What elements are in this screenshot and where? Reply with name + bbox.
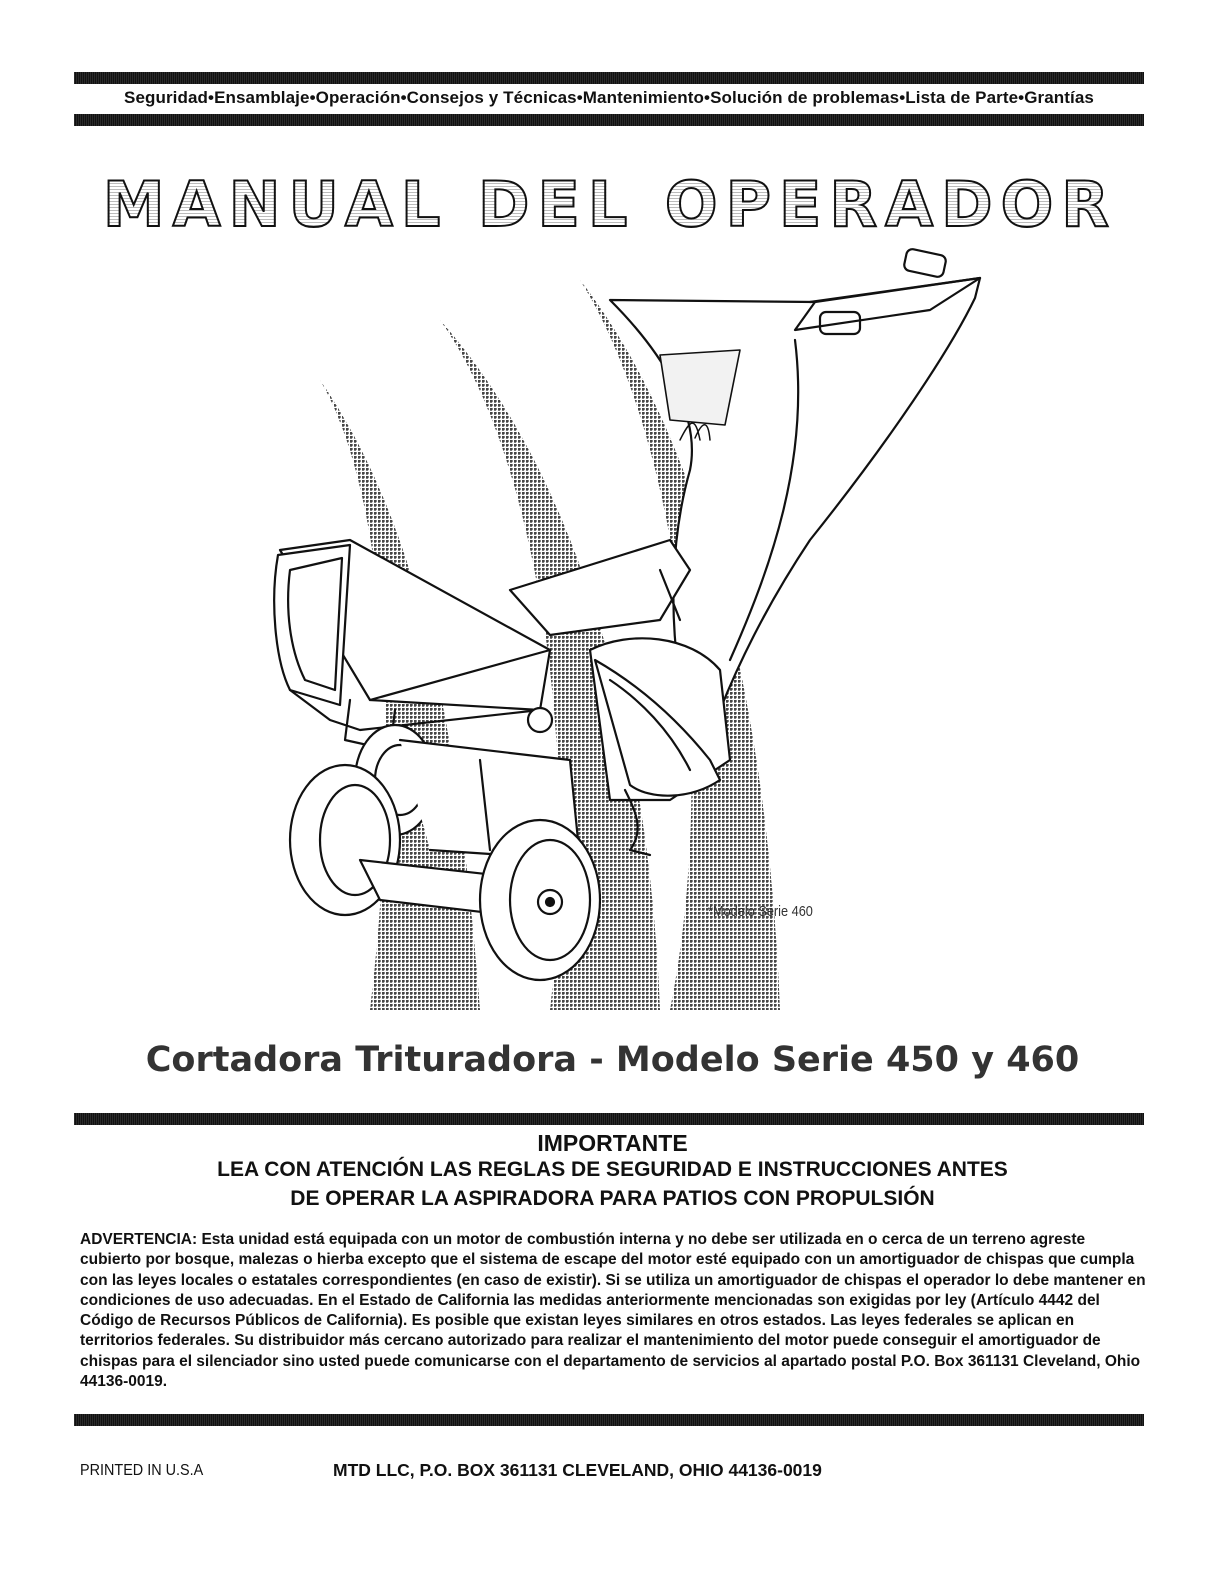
printed-in-label: PRINTED IN U.S.A <box>80 1462 204 1479</box>
important-line-2: DE OPERAR LA ASPIRADORA PARA PATIOS CON PROPULSIÓN <box>290 1187 935 1210</box>
section-nav-text: Seguridad•Ensamblaje•Operación•Consejos y Técnicas•Mantenimiento•Solución de problemas•Lista de Parte•Grantías <box>124 88 1094 107</box>
page-title: MANUAL DEL OPERADOR <box>60 168 1160 241</box>
warning-paragraph <box>80 1230 1150 1392</box>
warning-text: Esta unidad está equipada con un motor de combustión interna y no debe ser utilizada en o cerca de un terreno agreste cubierto por bosque, malezas o hierba excepto que el sistema de escape del motor esté equipado con un amortiguador de chispas que cumpla con las leyes locales o estatales correspondientes (en caso de existir). Si se utiliza un amortiguador de chispas el operador lo debe mantener en condiciones de uso adecuadas. En el Estado de California las medidas anteriormente mencionadas son exigidas por ley (Artículo 4442 del Código de Recursos Públicos de California). Es posible que existan leyes similares en otros estados. Las leyes federales se aplican en territorios federales. Su distribuidor más cercano autorizado para realizar el mantenimiento del motor puede conseguir el amortiguador de chispas para el silenciador sino usted puede comunicarse con el departamento de servicios al apartado postal P.O. Box 361131 Cleveland, Ohio 44136-0019. <box>80 1231 1146 1391</box>
chipper-shredder-illustration <box>250 240 1010 1040</box>
company-address: MTD LLC, P.O. BOX 361131 CLEVELAND, OHIO 44136-0019 <box>333 1460 822 1480</box>
footer-bar <box>74 1414 1144 1426</box>
important-line-1: LEA CON ATENCIÓN LAS REGLAS DE SEGURIDAD E INSTRUCCIONES ANTES <box>217 1158 1008 1181</box>
product-subtitle: Cortadora Trituradora - Modelo Serie 450 y 460 <box>145 1040 1080 1080</box>
important-heading: IMPORTANTE <box>537 1130 688 1156</box>
side-housing <box>590 638 730 800</box>
wheel-right <box>480 820 600 980</box>
header-bottom-bar <box>74 114 1144 126</box>
model-note: *Modelo Serie 460 <box>708 903 813 920</box>
header-top-bar <box>74 72 1144 84</box>
warning-label: ADVERTENCIA: <box>80 1231 198 1248</box>
section-divider-bar <box>74 1113 1144 1125</box>
